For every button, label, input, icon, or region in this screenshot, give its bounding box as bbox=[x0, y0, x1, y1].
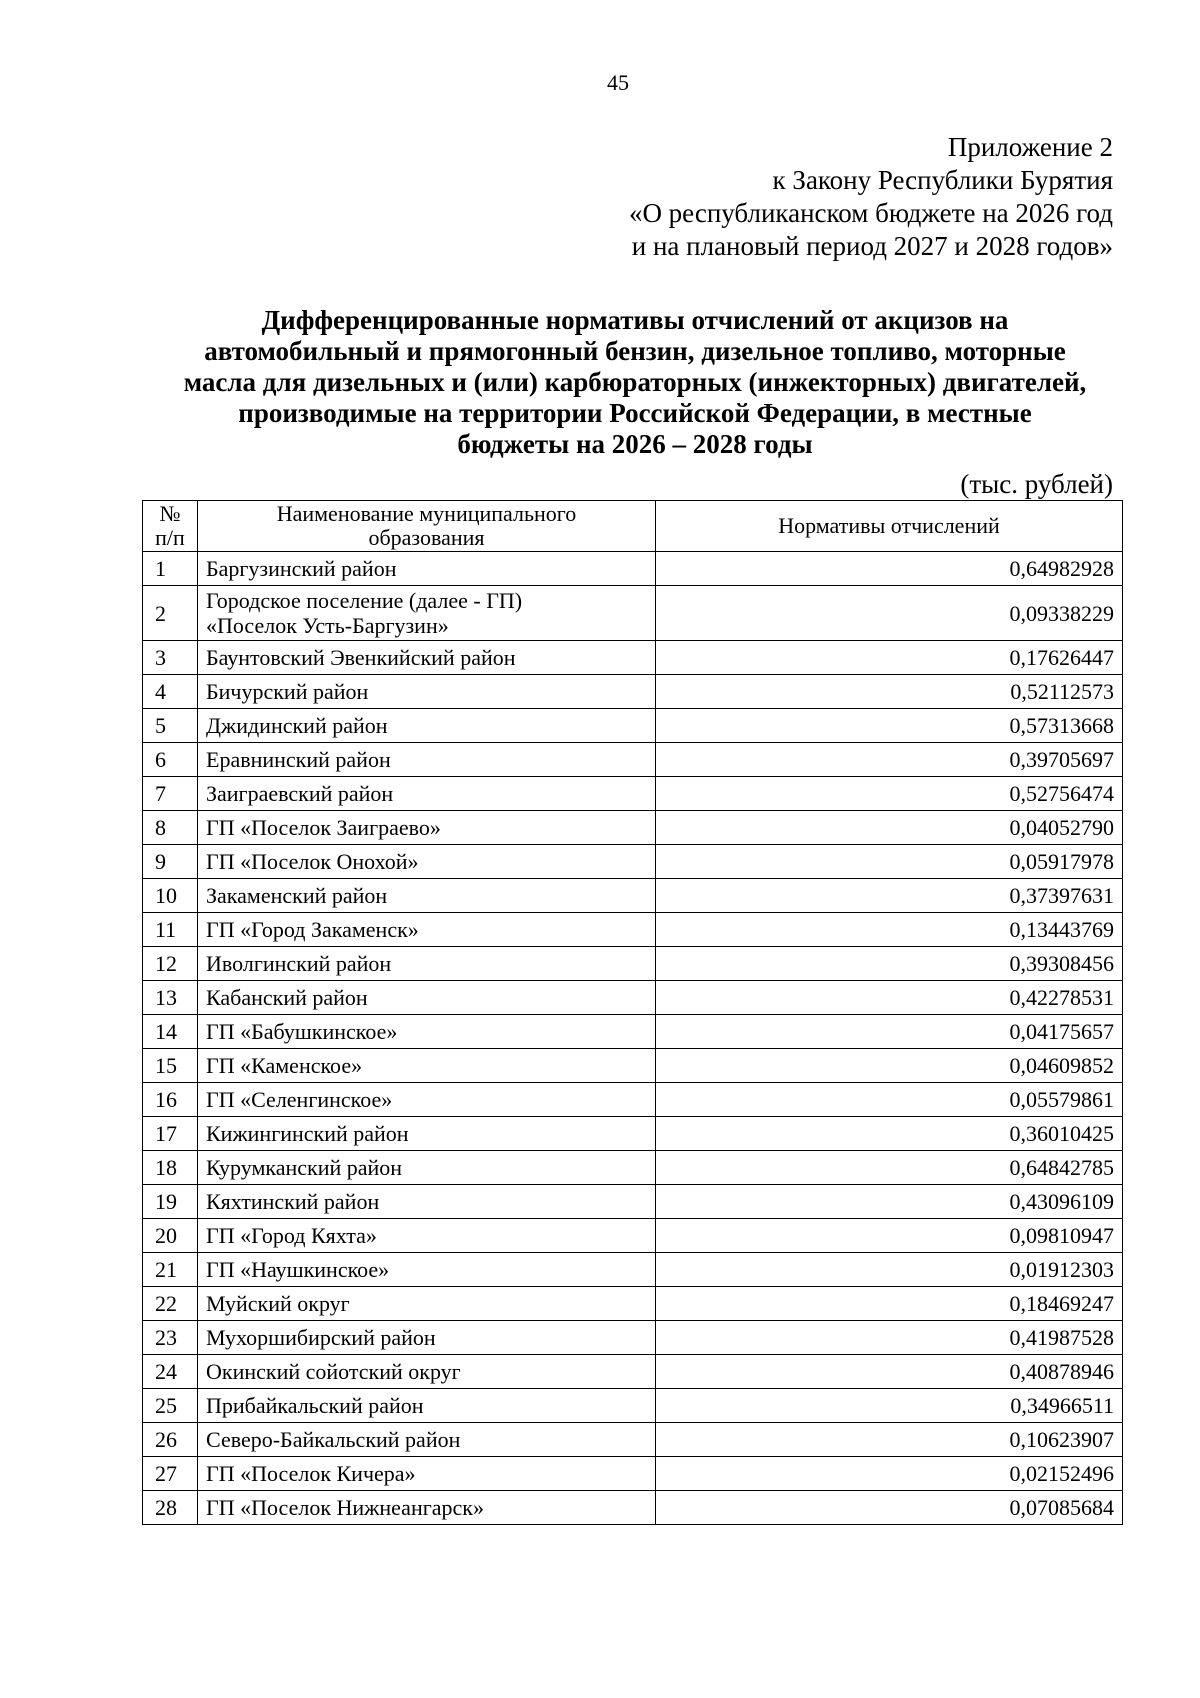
row-number: 6 bbox=[143, 743, 198, 777]
norm-value: 0,07085684 bbox=[656, 1491, 1123, 1525]
municipality-name: ГП «Город Закаменск» bbox=[198, 913, 656, 947]
norm-value: 0,09810947 bbox=[656, 1219, 1123, 1253]
municipality-name bbox=[198, 586, 656, 641]
municipality-name: Кижингинский район bbox=[198, 1117, 656, 1151]
norm-value: 0,34966511 bbox=[656, 1389, 1123, 1423]
norm-value: 0,64982928 bbox=[656, 552, 1123, 586]
row-number: 8 bbox=[143, 811, 198, 845]
norm-value: 0,01912303 bbox=[656, 1253, 1123, 1287]
municipality-name: Баргузинский район bbox=[198, 552, 656, 586]
appendix-line: к Закону Республики Бурятия bbox=[772, 165, 1113, 195]
norm-value: 0,18469247 bbox=[656, 1287, 1123, 1321]
table-row bbox=[143, 1457, 1123, 1491]
table-row bbox=[143, 777, 1123, 811]
row-number: 3 bbox=[143, 641, 198, 675]
municipality-name: ГП «Каменское» bbox=[198, 1049, 656, 1083]
norm-value: 0,05917978 bbox=[656, 845, 1123, 879]
municipality-name: Кабанский район bbox=[198, 981, 656, 1015]
row-number: 1 bbox=[143, 552, 198, 586]
row-number: 15 bbox=[143, 1049, 198, 1083]
table-row bbox=[143, 743, 1123, 777]
header-name bbox=[198, 501, 656, 552]
municipality-name: ГП «Селенгинское» bbox=[198, 1083, 656, 1117]
row-number: 12 bbox=[143, 947, 198, 981]
municipality-name: ГП «Поселок Кичера» bbox=[198, 1457, 656, 1491]
table-row bbox=[143, 1185, 1123, 1219]
municipality-name-line: «Поселок Усть-Баргузин» bbox=[206, 613, 449, 638]
municipality-name: ГП «Поселок Заиграево» bbox=[198, 811, 656, 845]
municipality-name: Баунтовский Эвенкийский район bbox=[198, 641, 656, 675]
row-number: 5 bbox=[143, 709, 198, 743]
municipality-name: Муйский округ bbox=[198, 1287, 656, 1321]
table-row bbox=[143, 845, 1123, 879]
norm-value: 0,17626447 bbox=[656, 641, 1123, 675]
norm-value: 0,36010425 bbox=[656, 1117, 1123, 1151]
appendix-line: и на плановый период 2027 и 2028 годов» bbox=[631, 231, 1113, 261]
title-line: производимые на территории Российской Федерации, в местные bbox=[238, 398, 1032, 428]
header-name-line: образования bbox=[368, 525, 485, 550]
row-number: 23 bbox=[143, 1321, 198, 1355]
row-number: 19 bbox=[143, 1185, 198, 1219]
norms-table bbox=[142, 500, 1123, 1525]
norm-value: 0,41987528 bbox=[656, 1321, 1123, 1355]
table-row bbox=[143, 641, 1123, 675]
municipality-name: ГП «Поселок Онохой» bbox=[198, 845, 656, 879]
appendix-line: «О республиканском бюджете на 2026 год bbox=[628, 198, 1113, 228]
table-row bbox=[143, 1083, 1123, 1117]
row-number: 26 bbox=[143, 1423, 198, 1457]
row-number: 2 bbox=[143, 586, 198, 641]
municipality-name: Окинский сойотский округ bbox=[198, 1355, 656, 1389]
norm-value: 0,57313668 bbox=[656, 709, 1123, 743]
table-row bbox=[143, 1423, 1123, 1457]
row-number: 22 bbox=[143, 1287, 198, 1321]
municipality-name: Заиграевский район bbox=[198, 777, 656, 811]
row-number: 9 bbox=[143, 845, 198, 879]
row-number: 10 bbox=[143, 879, 198, 913]
row-number: 14 bbox=[143, 1015, 198, 1049]
table-row bbox=[143, 552, 1123, 586]
table-row bbox=[143, 981, 1123, 1015]
row-number: 16 bbox=[143, 1083, 198, 1117]
norm-value: 0,09338229 bbox=[656, 586, 1123, 641]
municipality-name: Закаменский район bbox=[198, 879, 656, 913]
norm-value: 0,37397631 bbox=[656, 879, 1123, 913]
norm-value: 0,02152496 bbox=[656, 1457, 1123, 1491]
row-number: 21 bbox=[143, 1253, 198, 1287]
table-row bbox=[143, 1253, 1123, 1287]
municipality-name: ГП «Город Кяхта» bbox=[198, 1219, 656, 1253]
title-line: автомобильный и прямогонный бензин, дизельное топливо, моторные bbox=[204, 336, 1066, 366]
table-row bbox=[143, 1355, 1123, 1389]
municipality-name: Мухоршибирский район bbox=[198, 1321, 656, 1355]
municipality-name: Прибайкальский район bbox=[198, 1389, 656, 1423]
municipality-name: Еравнинский район bbox=[198, 743, 656, 777]
norm-value: 0,04052790 bbox=[656, 811, 1123, 845]
row-number: 24 bbox=[143, 1355, 198, 1389]
row-number: 17 bbox=[143, 1117, 198, 1151]
table-row bbox=[143, 913, 1123, 947]
norm-value: 0,13443769 bbox=[656, 913, 1123, 947]
row-number: 27 bbox=[143, 1457, 198, 1491]
header-number-line: п/п bbox=[155, 525, 185, 550]
units-label: (тыс. рублей) bbox=[960, 469, 1113, 499]
table-row bbox=[143, 879, 1123, 913]
table-header-row bbox=[143, 501, 1123, 552]
norm-value: 0,42278531 bbox=[656, 981, 1123, 1015]
municipality-name: ГП «Бабушкинское» bbox=[198, 1015, 656, 1049]
table-row bbox=[143, 1151, 1123, 1185]
municipality-name: Северо-Байкальский район bbox=[198, 1423, 656, 1457]
table-row bbox=[143, 675, 1123, 709]
norm-value: 0,39308456 bbox=[656, 947, 1123, 981]
municipality-name: Иволгинский район bbox=[198, 947, 656, 981]
municipality-name: ГП «Наушкинское» bbox=[198, 1253, 656, 1287]
title-line: масла для дизельных и (или) карбюраторных (инжекторных) двигателей, bbox=[183, 367, 1087, 397]
header-value: Нормативы отчислений bbox=[656, 501, 1123, 552]
table-row bbox=[143, 1049, 1123, 1083]
header-number-line: № bbox=[159, 501, 181, 526]
norm-value: 0,10623907 bbox=[656, 1423, 1123, 1457]
table-row bbox=[143, 1117, 1123, 1151]
row-number: 25 bbox=[143, 1389, 198, 1423]
municipality-name: Кяхтинский район bbox=[198, 1185, 656, 1219]
norm-value: 0,39705697 bbox=[656, 743, 1123, 777]
header-name-line: Наименование муниципального bbox=[276, 501, 577, 526]
norm-value: 0,04609852 bbox=[656, 1049, 1123, 1083]
norm-value: 0,04175657 bbox=[656, 1015, 1123, 1049]
appendix-heading bbox=[629, 131, 1113, 263]
municipality-name: ГП «Поселок Нижнеангарск» bbox=[198, 1491, 656, 1525]
document-title bbox=[140, 305, 1130, 460]
table-row bbox=[143, 1491, 1123, 1525]
row-number: 4 bbox=[143, 675, 198, 709]
municipality-name: Бичурский район bbox=[198, 675, 656, 709]
municipality-name: Курумканский район bbox=[198, 1151, 656, 1185]
row-number: 28 bbox=[143, 1491, 198, 1525]
norm-value: 0,52112573 bbox=[656, 675, 1123, 709]
row-number: 7 bbox=[143, 777, 198, 811]
title-line: бюджеты на 2026 – 2028 годы bbox=[457, 429, 813, 459]
table-row bbox=[143, 1287, 1123, 1321]
table-row bbox=[143, 1389, 1123, 1423]
norm-value: 0,40878946 bbox=[656, 1355, 1123, 1389]
municipality-name: Джидинский район bbox=[198, 709, 656, 743]
norm-value: 0,64842785 bbox=[656, 1151, 1123, 1185]
table-row bbox=[143, 947, 1123, 981]
page-number: 45 bbox=[607, 70, 629, 95]
row-number: 11 bbox=[143, 913, 198, 947]
municipality-name-line: Городское поселение (далее - ГП) bbox=[206, 588, 523, 613]
row-number: 13 bbox=[143, 981, 198, 1015]
table-row bbox=[143, 709, 1123, 743]
table-row bbox=[143, 1219, 1123, 1253]
table-row bbox=[143, 1015, 1123, 1049]
norm-value: 0,05579861 bbox=[656, 1083, 1123, 1117]
appendix-line: Приложение 2 bbox=[947, 132, 1113, 162]
row-number: 20 bbox=[143, 1219, 198, 1253]
row-number: 18 bbox=[143, 1151, 198, 1185]
table-row bbox=[143, 586, 1123, 641]
norm-value: 0,43096109 bbox=[656, 1185, 1123, 1219]
table-row bbox=[143, 1321, 1123, 1355]
header-number bbox=[143, 501, 198, 552]
norm-value: 0,52756474 bbox=[656, 777, 1123, 811]
title-line: Дифференцированные нормативы отчислений от акцизов на bbox=[261, 305, 1009, 335]
table-row bbox=[143, 811, 1123, 845]
